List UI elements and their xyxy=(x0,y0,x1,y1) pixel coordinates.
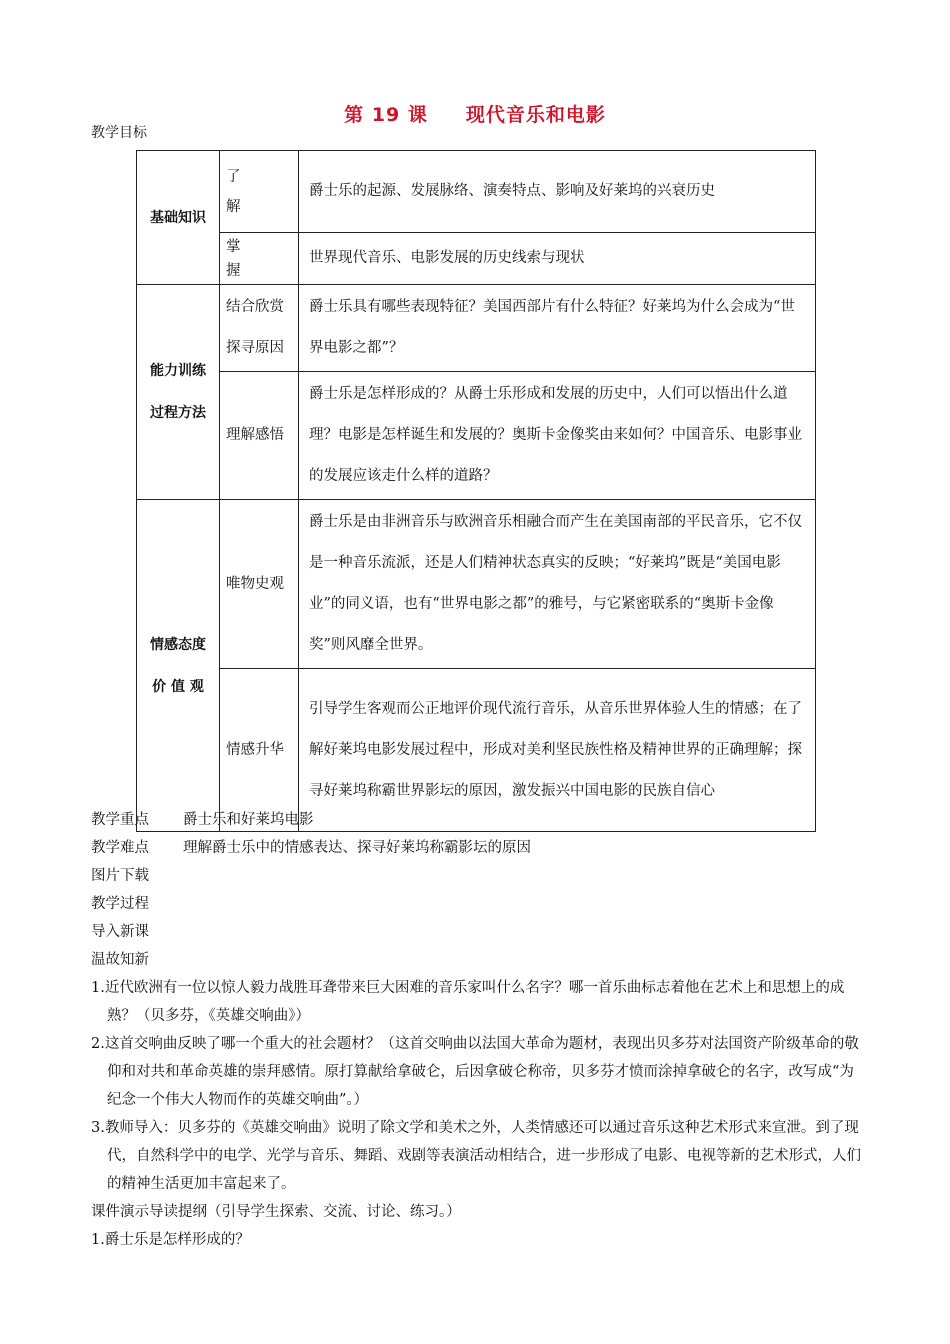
sub-understand: 了 解 xyxy=(220,151,299,233)
desc-appreciate: 爵士乐具有哪些表现特征？美国西部片有什么特征？好莱坞为什么会成为“世界电影之都”？ xyxy=(299,285,816,372)
key-point-line: 教学重点 爵士乐和好莱坞电影 xyxy=(91,812,314,828)
difficulty-line: 教学难点 理解爵士乐中的情感表达、探寻好莱坞称霸影坛的原因 xyxy=(91,840,531,856)
desc-understand: 爵士乐的起源、发展脉络、演奏特点、影响及好莱坞的兴衰历史 xyxy=(299,151,816,233)
sub-appreciate: 结合欣赏 探寻原因 xyxy=(220,285,299,372)
question-1: 1.爵士乐是怎样形成的？ xyxy=(91,1232,250,1248)
heading-review: 温故知新 xyxy=(91,952,149,968)
teaching-goal-label: 教学目标 xyxy=(91,125,147,141)
sub-master: 掌 握 xyxy=(220,233,299,285)
category-emotion: 情感态度 价 值 观 xyxy=(137,500,220,832)
heading-intro: 导入新课 xyxy=(91,924,149,940)
desc-comprehend: 爵士乐是怎样形成的？从爵士乐形成和发展的历史中，人们可以悟出什么道理？电影是怎样诞生和发展的？奥斯卡金像奖由来如何？中国音乐、电影事业的发展应该走什么样的道路？ xyxy=(299,372,816,500)
lesson-number: 第 19 课 xyxy=(344,104,428,126)
desc-master: 世界现代音乐、电影发展的历史线索与现状 xyxy=(299,233,816,285)
sub-materialism: 唯物史观 xyxy=(220,500,299,669)
category-basic: 基础知识 xyxy=(137,151,220,285)
heading-process: 教学过程 xyxy=(91,896,149,912)
heading-pictures: 图片下载 xyxy=(91,868,149,884)
sub-sublimation: 情感升华 xyxy=(220,669,299,832)
review-item-2: 2.这首交响曲反映了哪一个重大的社会题材？（这首交响曲以法国大革命为题材，表现出贝多芬对法国资产阶级革命的敬仰和对共和革命英雄的崇拜感情。原打算献给拿破仑，后因拿破仑称帝，贝多芬才愤而涂掉拿破仑的名字，改写成“为纪念一个伟大人物而作的英雄交响曲”。） xyxy=(91,1036,859,1108)
outline-heading: 课件演示导读提纲（引导学生探索、交流、讨论、练习。） xyxy=(91,1204,461,1220)
review-item-3: 3.教师导入：贝多芬的《英雄交响曲》说明了除文学和美术之外，人类情感还可以通过音乐这种艺术形式来宣泄。到了现代，自然科学中的电学、光学与音乐、舞蹈、戏剧等表演活动相结合，进一步形成了电影、电视等新的艺术形式，人们的精神生活更加丰富起来了。 xyxy=(91,1120,861,1192)
desc-sublimation: 引导学生客观而公正地评价现代流行音乐，从音乐世界体验人生的情感；在了解好莱坞电影发展过程中，形成对美利坚民族性格及精神世界的正确理解；探寻好莱坞称霸世界影坛的原因，激发振兴中国电影的民族自信心 xyxy=(299,669,816,832)
lesson-name: 现代音乐和电影 xyxy=(465,104,606,126)
objectives-table xyxy=(136,150,816,832)
lesson-body xyxy=(91,806,861,1254)
desc-materialism: 爵士乐是由非洲音乐与欧洲音乐相融合而产生在美国南部的平民音乐，它不仅是一种音乐流派，还是人们精神状态真实的反映；“好莱坞”既是“美国电影业”的同义语，也有“世界电影之都”的雅号，与它紧密联系的“奥斯卡金像奖”则风靡全世界。 xyxy=(299,500,816,669)
category-ability: 能力训练 过程方法 xyxy=(137,285,220,500)
review-item-1: 1.近代欧洲有一位以惊人毅力战胜耳聋带来巨大困难的音乐家叫什么名字？哪一首乐曲标志着他在艺术上和思想上的成熟？（贝多芬，《英雄交响曲》） xyxy=(91,980,845,1024)
sub-comprehend: 理解感悟 xyxy=(220,372,299,500)
